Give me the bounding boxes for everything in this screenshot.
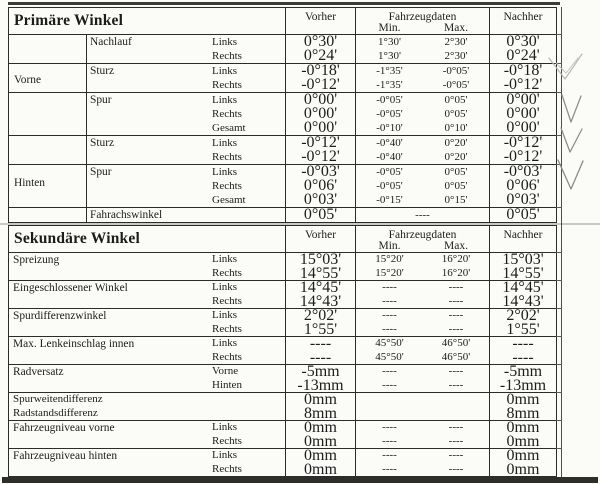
side-label: Links: [212, 36, 238, 48]
row-label-cell: [9, 393, 286, 407]
nachher-value: -0°12': [503, 76, 543, 93]
block-label: Spurdifferenzwinkel: [13, 309, 107, 322]
spec-max-value: 46°50': [441, 350, 471, 363]
spec-range-cell: [356, 121, 490, 135]
vorher-value: 0°00': [286, 107, 356, 121]
nachher-value: 0mm: [506, 391, 540, 408]
vorher-value: -0°03': [286, 165, 356, 179]
block-fahrzeugniveau-vorne: [9, 420, 556, 448]
vorher-value: ----: [286, 337, 356, 351]
row-label-cell: [9, 35, 286, 49]
row-label-cell: [9, 150, 286, 164]
nachher-value: -0°12': [503, 134, 543, 151]
spec-range-cell: [356, 253, 490, 267]
spec-range-cell: [356, 193, 490, 207]
side-label: Rechts: [212, 434, 242, 447]
row-label-cell: [9, 463, 286, 477]
nachher-value: 14°55': [502, 264, 544, 282]
spec-max-value: ----: [448, 421, 464, 433]
vorher-value: 14°45': [286, 281, 356, 295]
row-label-cell: [9, 179, 286, 193]
table-row: [9, 365, 556, 379]
nachher-value: -0°18': [503, 62, 543, 79]
spec-max-value: 2°30': [444, 50, 468, 62]
row-label: Spurweitendifferenz: [13, 393, 103, 405]
block-spurdifferenzwinkel: [9, 308, 556, 336]
side-label: Rechts: [212, 294, 242, 307]
section-title: Primäre Winkel: [14, 12, 124, 29]
spec-span-value: [356, 393, 489, 407]
block-label: Max. Lenkeinschlag innen: [13, 337, 135, 350]
column-header-vorher: Vorher: [286, 8, 356, 34]
column-header-nachher: Nachher: [503, 229, 543, 241]
vorher-value: 14°43': [286, 295, 356, 309]
vorher-value: 0mm: [286, 435, 356, 449]
spec-min-value: -0°40': [376, 151, 403, 163]
row-label-cell: [9, 165, 286, 179]
spec-min-value: ----: [382, 294, 397, 307]
vorher-value: ----: [286, 351, 356, 365]
side-label: Rechts: [212, 350, 242, 363]
vorher-value: 0mm: [286, 463, 356, 477]
nachher-value: 1°55': [506, 320, 540, 338]
spec-range-cell: [356, 365, 490, 379]
spec-range-cell: [356, 281, 490, 295]
spec-span-value: [356, 407, 489, 421]
spec-max-value: ----: [448, 281, 464, 293]
vorher-value: 2°02': [286, 309, 356, 323]
spec-range-cell: [356, 93, 490, 107]
side-label: Rechts: [212, 108, 242, 120]
row-label-cell: [9, 64, 286, 78]
table-row: [9, 253, 556, 267]
nachher-value: -0°03': [503, 163, 543, 180]
side-label: Links: [212, 309, 238, 321]
block-fahrzeugniveau-hinten: [9, 448, 556, 476]
handwritten-check-icon: [562, 95, 581, 122]
table-row: [9, 320, 556, 338]
side-label: Rechts: [212, 180, 242, 192]
table-row: [9, 179, 556, 193]
spec-max-value: 0°05': [444, 108, 468, 120]
handwritten-check-icon: [556, 58, 578, 73]
spec-min-value: 1°30': [378, 50, 401, 62]
table-row: [9, 121, 556, 135]
spec-max-value: 0°20': [444, 151, 468, 163]
row-label-cell: [9, 136, 286, 150]
spec-max-value: -0°05': [442, 79, 470, 91]
vorher-value: 0°00': [286, 121, 356, 135]
nachher-value: -0°12': [503, 148, 543, 165]
row-label-cell: [9, 351, 286, 365]
block-fahrachswinkel: [9, 207, 556, 222]
spec-range-cell: [356, 107, 490, 121]
group-column-rule: [86, 34, 87, 222]
spec-range-cell: [356, 351, 490, 365]
block-label: Fahrzeugniveau hinten: [13, 449, 118, 462]
nachher-value: ----: [512, 335, 534, 352]
side-label: Rechts: [212, 79, 242, 91]
row-label-cell: [9, 49, 286, 63]
spec-min-value: ----: [382, 462, 397, 475]
table-row: [9, 264, 556, 282]
nachher-value: 0°00': [506, 105, 540, 122]
vorher-value: 0°24': [286, 49, 356, 63]
spec-range-cell: [356, 421, 490, 435]
nachher-value: 14°43': [502, 292, 544, 310]
vorher-value: 0°03': [286, 193, 356, 207]
spec-min-value: 15°20': [375, 253, 404, 265]
side-label: Rechts: [212, 266, 242, 279]
side-label: Links: [212, 449, 238, 461]
spec-max-value: ----: [448, 365, 464, 377]
spec-max-value: ----: [448, 449, 464, 461]
nachher-value: 8mm: [506, 404, 540, 422]
vorher-value: -0°18': [286, 64, 356, 78]
side-label: Hinten: [212, 378, 242, 391]
spec-min-value: ----: [382, 449, 397, 461]
spec-range-cell: [356, 295, 490, 309]
table-row: [9, 393, 556, 407]
nachher-value: 0°00': [506, 91, 540, 108]
spec-min-value: 15°20': [375, 266, 404, 279]
row-label-cell: [9, 407, 286, 421]
spec-min-value: 45°50': [375, 350, 404, 363]
block-radversatz: [9, 364, 556, 392]
side-label: Rechts: [212, 322, 242, 335]
spec-max-value: 0°15': [444, 194, 468, 206]
spec-range-cell: [356, 179, 490, 193]
nachher-value: 14°45': [502, 279, 544, 296]
block-unnamed: [9, 392, 556, 420]
minmax-subheader: [356, 23, 489, 34]
table-row: [9, 348, 556, 366]
handwritten-check-icon: [561, 128, 582, 152]
column-header-fahrzeugdaten: [356, 226, 490, 252]
table-row: [9, 376, 556, 394]
spec-range-cell: [356, 337, 490, 351]
fahrzeugdaten-label: Fahrzeugdaten: [388, 228, 457, 241]
spec-max-value: 16°20': [441, 253, 471, 265]
right-double-rule: [561, 7, 562, 477]
table-row: [9, 150, 556, 164]
spec-min-value: 45°50': [375, 337, 404, 349]
block-label: Sturz: [90, 136, 115, 149]
spec-range-cell: [356, 49, 490, 63]
row-label-cell: [9, 93, 286, 107]
spec-range-cell: [356, 449, 490, 463]
spec-range-cell: [356, 78, 490, 92]
block-label: Sturz: [90, 64, 115, 77]
side-label: Links: [212, 166, 238, 178]
row-label: Radstandsdifferenz: [13, 406, 98, 419]
row-label-cell: [9, 435, 286, 449]
spec-range-cell: [356, 208, 490, 222]
spec-max-value: -0°05': [442, 65, 470, 77]
section-title: Sekundäre Winkel: [14, 230, 140, 247]
block-label: Nachlauf: [90, 35, 132, 48]
spec-min-value: -0°10': [376, 122, 403, 134]
spec-range-cell: [356, 379, 490, 393]
block-label: Radversatz: [13, 365, 64, 378]
minmax-subheader: [356, 241, 489, 252]
group-label-vorne: Vorne: [14, 74, 41, 86]
vorher-value: 0°06': [286, 179, 356, 193]
vorher-value: 0mm: [286, 421, 356, 435]
side-label: Vorne: [212, 365, 239, 377]
spec-max-value: 2°30': [444, 36, 468, 48]
spec-max-value: 0°10': [444, 122, 468, 134]
side-label: Rechts: [212, 151, 242, 163]
nachher-value: 0mm: [506, 460, 540, 478]
row-label-cell: [9, 267, 286, 281]
vorher-value: 8mm: [286, 407, 356, 421]
spec-range-cell: [356, 150, 490, 164]
vorher-value: -5mm: [286, 365, 356, 379]
block-label: Spur: [90, 165, 112, 178]
spec-min-value: -0°05': [376, 180, 403, 192]
nachher-value: 2°02': [506, 307, 540, 324]
spec-max-value: 0°05': [444, 166, 468, 178]
section-header: [9, 8, 556, 34]
top-rule: [8, 2, 560, 5]
fahrzeugdaten-label: Fahrzeugdaten: [388, 10, 457, 23]
vorher-value: -0°12': [286, 136, 356, 150]
spec-min-value: -1°35': [376, 79, 403, 91]
spec-range-cell: [356, 64, 490, 78]
vorher-value: -0°12': [286, 150, 356, 164]
column-header-vorher: Vorher: [286, 226, 356, 252]
nachher-value: 0°30': [506, 33, 540, 50]
nachher-value: 0°06': [506, 177, 540, 194]
side-label: Links: [212, 253, 238, 265]
row-label-cell: [9, 379, 286, 393]
spec-range-cell: [356, 267, 490, 281]
column-header-max: Max.: [444, 21, 468, 34]
vorher-value: 0mm: [286, 393, 356, 407]
vorher-value: -0°12': [286, 78, 356, 92]
row-label-cell: [9, 295, 286, 309]
spec-min-value: 1°30': [378, 36, 401, 48]
block-label: Fahrzeugniveau vorne: [13, 421, 115, 434]
vorher-value: 15°03': [286, 253, 356, 267]
table-row: [9, 193, 556, 207]
nachher-value: -5mm: [503, 363, 543, 380]
spec-max-value: ----: [448, 378, 464, 391]
row-label-cell: [9, 121, 286, 135]
nachher-value: ----: [512, 348, 534, 366]
spec-min-value: ----: [382, 378, 397, 391]
block-sturz: [9, 135, 556, 164]
side-label: Links: [212, 337, 238, 349]
table-row: [9, 107, 556, 121]
spec-max-value: 0°20': [444, 137, 468, 149]
spec-max-value: ----: [448, 462, 464, 475]
vorher-value: 0mm: [286, 449, 356, 463]
nachher-value: 0mm: [506, 419, 540, 436]
side-label: Links: [212, 137, 238, 149]
spec-min-value: ----: [382, 421, 397, 433]
spec-min-value: -0°05': [376, 108, 403, 120]
table-row: [9, 49, 556, 63]
table-row: [9, 78, 556, 92]
spec-min-value: ----: [382, 309, 397, 321]
spec-min-value: -0°05': [376, 166, 403, 178]
block-label: Spreizung: [13, 253, 60, 266]
block-max-lenkeinschlag-innen: [9, 336, 556, 364]
section-title-cell: [9, 226, 286, 252]
vorher-value: 14°55': [286, 267, 356, 281]
nachher-value: 0°05': [506, 206, 540, 223]
column-header-min: Min.: [378, 21, 401, 34]
spec-min-value: -1°35': [376, 65, 403, 77]
table-row: [9, 432, 556, 450]
group-label-hinten: Hinten: [14, 177, 46, 189]
spec-range-cell: [356, 393, 490, 407]
primary-angles-table: [8, 7, 557, 223]
vorher-value: 1°55': [286, 323, 356, 337]
side-label: Gesamt: [212, 194, 246, 206]
block-label: Spur: [90, 93, 112, 106]
column-header-nachher: Nachher: [503, 11, 543, 23]
spec-min-value: ----: [382, 322, 397, 335]
row-label-cell: [9, 193, 286, 207]
section-title-cell: [9, 8, 286, 34]
nachher-value: 0mm: [506, 447, 540, 464]
table-row: [9, 292, 556, 310]
side-label: Links: [212, 65, 238, 77]
spec-range-cell: [356, 463, 490, 477]
spec-max-value: 0°05': [444, 94, 468, 106]
spec-max-value: 46°50': [441, 337, 471, 349]
side-label: Links: [212, 421, 238, 433]
spec-max-value: ----: [448, 322, 464, 335]
spec-range-cell: [356, 435, 490, 449]
nachher-value: 0mm: [506, 432, 540, 450]
row-label-cell: [9, 107, 286, 121]
spec-range-cell: [356, 309, 490, 323]
vorher-value: 0°05': [286, 208, 356, 222]
side-label: Links: [212, 281, 238, 293]
block-eingeschlossener-winkel: [9, 280, 556, 308]
spec-range-cell: [356, 407, 490, 421]
block-nachlauf: [9, 34, 556, 63]
spec-max-value: ----: [448, 294, 464, 307]
spec-max-value: ----: [448, 309, 464, 321]
table-row: [9, 460, 556, 478]
spec-min-value: -0°40': [376, 137, 403, 149]
block-sturz: [9, 63, 556, 92]
spec-max-value: 0°05': [444, 180, 468, 192]
section-header: [9, 226, 556, 252]
spec-span-value: ----: [415, 209, 430, 221]
spec-range-cell: [356, 165, 490, 179]
spec-min-value: -0°15': [376, 194, 403, 206]
column-header-max: Max.: [444, 239, 468, 252]
spec-min-value: -0°05': [376, 94, 403, 106]
nachher-value: 0°03': [506, 191, 540, 208]
nachher-value: 15°03': [502, 251, 544, 268]
spec-min-value: ----: [382, 281, 397, 293]
side-label: Rechts: [212, 462, 242, 475]
bottom-heavy-rule: [2, 477, 598, 483]
vorher-value: -13mm: [286, 379, 356, 393]
spec-max-value: 16°20': [441, 266, 471, 279]
block-label: Eingeschlossener Winkel: [13, 281, 128, 294]
block-spur: [9, 92, 556, 135]
table-row: [9, 404, 556, 422]
side-label: Rechts: [212, 50, 242, 62]
spec-range-cell: [356, 35, 490, 49]
side-label: Links: [212, 94, 238, 106]
column-header-fahrzeugdaten: [356, 8, 490, 34]
block-spreizung: [9, 252, 556, 280]
nachher-value: 0°24': [506, 47, 540, 64]
block-label: Fahrachswinkel: [90, 208, 163, 221]
column-header-min: Min.: [378, 239, 401, 252]
spec-min-value: ----: [382, 365, 397, 377]
side-label: Gesamt: [212, 122, 246, 134]
nachher-value: -13mm: [499, 376, 547, 394]
secondary-angles-table: [8, 225, 557, 477]
row-label-cell: [9, 78, 286, 92]
block-spur: [9, 164, 556, 207]
nachher-value: 0°00': [506, 119, 540, 136]
spec-max-value: ----: [448, 434, 464, 447]
row-label-cell: [9, 323, 286, 337]
spec-range-cell: [356, 136, 490, 150]
spec-range-cell: [356, 323, 490, 337]
vorher-value: 0°30': [286, 35, 356, 49]
vorher-value: 0°00': [286, 93, 356, 107]
spec-min-value: ----: [382, 434, 397, 447]
